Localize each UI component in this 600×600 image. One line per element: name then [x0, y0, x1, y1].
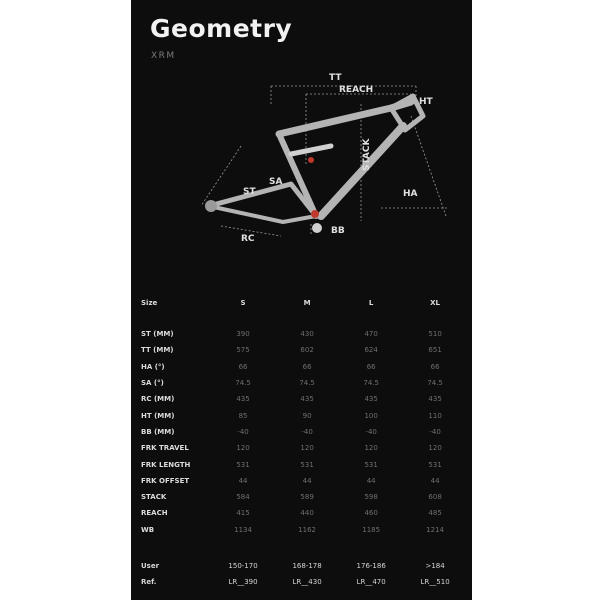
table-cell: 415 [236, 509, 250, 518]
table-row-user [141, 558, 467, 574]
table-cell: 435 [428, 395, 442, 404]
table-cell: 74.5 [299, 379, 315, 388]
label-reach: REACH [339, 85, 374, 95]
row-label: STACK [141, 493, 167, 502]
table-row [141, 505, 467, 521]
table-cell: 608 [428, 493, 442, 502]
frame-geometry-diagram [191, 66, 451, 251]
table-cell: 470 [364, 330, 378, 339]
row-label: REACH [141, 509, 168, 518]
table-cell: 584 [236, 493, 250, 502]
table-cell: 435 [300, 395, 314, 404]
label-rc: RC [241, 234, 255, 244]
table-row-ref [141, 574, 467, 590]
table-cell: 85 [238, 411, 248, 420]
label-sa: SA [269, 177, 283, 187]
row-label: FRK TRAVEL [141, 444, 189, 453]
row-label: Ref. [141, 578, 157, 587]
table-cell: 485 [428, 509, 442, 518]
model-name: XRM [151, 51, 176, 61]
table-cell: 66 [366, 362, 376, 371]
table-row [141, 456, 467, 472]
row-label: FRK LENGTH [141, 460, 191, 469]
table-cell: 74.5 [363, 379, 379, 388]
table-row [141, 473, 467, 489]
table-cell: 110 [428, 411, 442, 420]
table-cell: S [240, 299, 246, 307]
shock-accent-icon [308, 157, 314, 163]
table-cell: 168-178 [292, 562, 322, 570]
table-cell: 531 [428, 460, 442, 469]
table-row [141, 391, 467, 407]
row-label: RC (MM) [141, 395, 175, 404]
row-label: FRK OFFSET [141, 476, 190, 485]
table-cell: 66 [430, 362, 440, 371]
label-tt: TT [329, 73, 342, 83]
table-cell: -40 [429, 427, 441, 436]
table-cell: 435 [236, 395, 250, 404]
table-header-row [141, 294, 467, 312]
table-cell: 120 [364, 444, 378, 453]
table-cell: 651 [428, 346, 442, 355]
table-row [141, 522, 467, 538]
table-cell: 120 [300, 444, 314, 453]
table-cell: -40 [237, 427, 249, 436]
table-cell: LR__470 [356, 578, 386, 587]
table-row [141, 440, 467, 456]
table-cell: 1214 [426, 525, 444, 534]
table-row [141, 359, 467, 375]
spacer-row [141, 312, 467, 326]
row-label: HA (°) [141, 362, 165, 371]
spacer-row [141, 538, 467, 558]
geometry-table [141, 294, 467, 590]
label-ha: HA [403, 189, 418, 199]
table-cell: XL [430, 299, 441, 307]
table-row [141, 424, 467, 440]
table-cell: -40 [365, 427, 377, 436]
label-stack: STACK [362, 138, 372, 171]
table-cell: 176-186 [356, 562, 386, 570]
table-cell: 150-170 [228, 562, 258, 570]
row-label: TT (MM) [141, 346, 174, 355]
table-cell: 510 [428, 330, 442, 339]
table-cell: 531 [236, 460, 250, 469]
table-cell: 120 [236, 444, 250, 453]
row-label: Size [141, 299, 158, 307]
table-cell: 531 [300, 460, 314, 469]
label-ht: HT [419, 97, 433, 107]
table-cell: 589 [300, 493, 314, 502]
table-cell: 460 [364, 509, 378, 518]
table-cell: 100 [364, 411, 378, 420]
table-cell: 74.5 [427, 379, 443, 388]
table-cell: 575 [236, 346, 250, 355]
page-title: Geometry [150, 14, 293, 43]
row-label: WB [141, 525, 155, 534]
table-cell: 1162 [298, 525, 316, 534]
row-label: SA (°) [141, 379, 164, 388]
table-cell: 66 [302, 362, 312, 371]
table-cell: 598 [364, 493, 378, 502]
table-cell: M [303, 299, 311, 307]
row-label: User [141, 562, 160, 570]
table-cell: 120 [428, 444, 442, 453]
table-cell: 44 [302, 476, 312, 485]
rear-axle-icon [205, 200, 217, 212]
table-cell: 430 [300, 330, 314, 339]
label-st: ST [243, 187, 256, 197]
row-label: BB (MM) [141, 427, 175, 436]
table-cell: 602 [300, 346, 314, 355]
table-cell: 531 [364, 460, 378, 469]
geometry-panel [131, 0, 472, 600]
table-row [141, 375, 467, 391]
table-cell: 44 [366, 476, 376, 485]
bike-frame [209, 96, 423, 222]
table-cell: 66 [238, 362, 248, 371]
table-row [141, 342, 467, 358]
table-cell: 1134 [234, 525, 252, 534]
table-cell: L [368, 299, 374, 307]
table-row [141, 326, 467, 342]
row-label: ST (MM) [141, 330, 174, 339]
table-cell: >184 [425, 562, 445, 570]
table-cell: LR__510 [420, 578, 450, 587]
table-cell: -40 [301, 427, 313, 436]
table-cell: 90 [302, 411, 312, 420]
table-cell: 1185 [362, 525, 381, 534]
pivot-accent-icon [311, 210, 319, 218]
table-row [141, 407, 467, 423]
label-bb: BB [331, 226, 345, 236]
table-cell: 44 [238, 476, 248, 485]
row-label: HT (MM) [141, 411, 175, 420]
table-cell: 440 [300, 509, 314, 518]
table-cell: 74.5 [235, 379, 251, 388]
table-cell: 390 [236, 330, 250, 339]
bottom-bracket-icon [312, 223, 322, 233]
table-cell: LR__430 [292, 578, 322, 587]
table-row [141, 489, 467, 505]
table-cell: 435 [364, 395, 378, 404]
table-cell: 44 [430, 476, 440, 485]
table-cell: 624 [364, 346, 378, 355]
table-cell: LR__390 [228, 578, 258, 587]
